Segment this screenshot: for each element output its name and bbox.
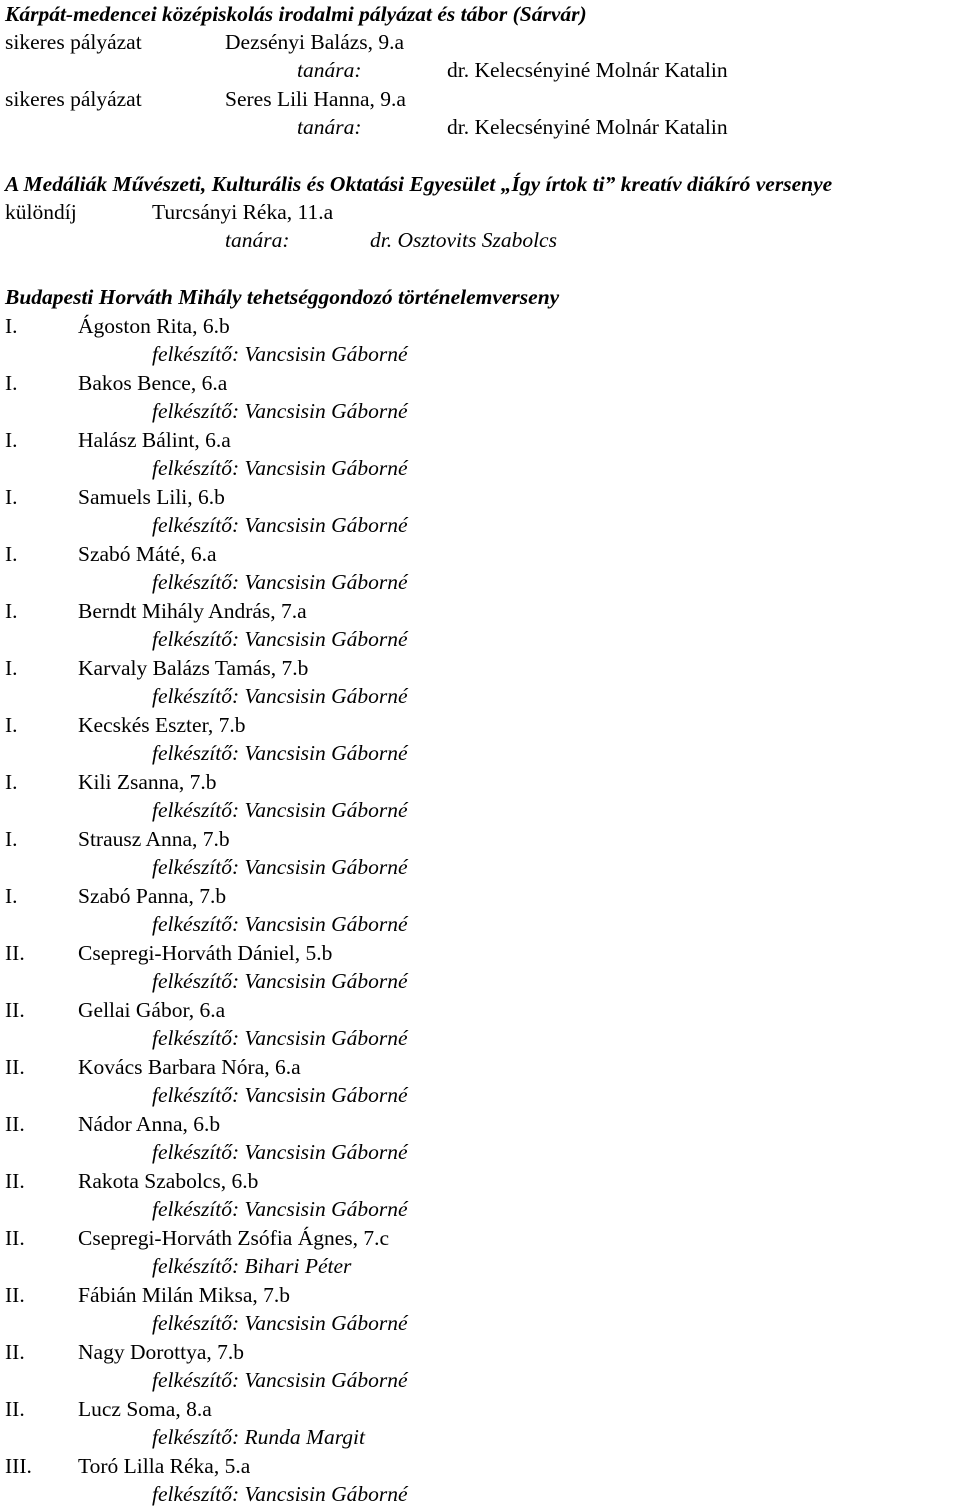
rank-label: I. <box>5 827 18 851</box>
list-item <box>0 768 960 825</box>
student-name: Szabó Máté, 6.a <box>78 542 217 566</box>
list-item <box>0 1167 960 1224</box>
rank-label: II. <box>5 1283 25 1307</box>
rank-label: I. <box>5 428 18 452</box>
rank-label: II. <box>5 941 25 965</box>
teacher-name: felkészítő: Vancsisin Gáborné <box>152 798 408 822</box>
rank-label: II. <box>5 998 25 1022</box>
list-item <box>0 369 960 426</box>
results-list <box>0 312 960 1509</box>
student-name: Karvaly Balázs Tamás, 7.b <box>78 656 309 680</box>
teacher-name: felkészítő: Runda Margit <box>152 1425 365 1449</box>
teacher-name: felkészítő: Vancsisin Gáborné <box>152 342 408 366</box>
list-item <box>0 711 960 768</box>
teacher-name: felkészítő: Vancsisin Gáborné <box>152 741 408 765</box>
list-item <box>0 1110 960 1167</box>
teacher-name: felkészítő: Vancsisin Gáborné <box>152 1368 408 1392</box>
teacher-name: felkészítő: Vancsisin Gáborné <box>152 969 408 993</box>
teacher-name: felkészítő: Bihari Péter <box>152 1254 352 1278</box>
teacher-name: felkészítő: Vancsisin Gáborné <box>152 399 408 423</box>
teacher-name: felkészítő: Vancsisin Gáborné <box>152 855 408 879</box>
rank-label: I. <box>5 656 18 680</box>
student-name: Kovács Barbara Nóra, 6.a <box>78 1055 301 1079</box>
teacher-label: tanára: <box>297 58 362 82</box>
teacher-name: felkészítő: Vancsisin Gáborné <box>152 684 408 708</box>
student-name: Csepregi-Horváth Dániel, 5.b <box>78 941 333 965</box>
list-item <box>0 825 960 882</box>
rank-label: III. <box>5 1454 32 1478</box>
section-title-medaliak: A Medáliák Művészeti, Kulturális és Oktatási Egyesület „Így írtok ti” kreatív diákíró versenye <box>5 172 833 196</box>
teacher-name: felkészítő: Vancsisin Gáborné <box>152 513 408 537</box>
rank-label: II. <box>5 1397 25 1421</box>
student-name: Bakos Bence, 6.a <box>78 371 228 395</box>
teacher-name: dr. Kelecsényiné Molnár Katalin <box>447 58 728 82</box>
teacher-name: felkészítő: Vancsisin Gáborné <box>152 1140 408 1164</box>
list-item <box>0 597 960 654</box>
list-item <box>0 939 960 996</box>
rank-label: I. <box>5 770 18 794</box>
rank-label: I. <box>5 371 18 395</box>
award-label: sikeres pályázat <box>5 30 142 54</box>
rank-label: I. <box>5 599 18 623</box>
rank-label: II. <box>5 1112 25 1136</box>
list-item <box>0 882 960 939</box>
rank-label: II. <box>5 1169 25 1193</box>
list-item <box>0 654 960 711</box>
student-name: Seres Lili Hanna, 9.a <box>225 87 406 111</box>
list-item <box>0 483 960 540</box>
student-name: Ágoston Rita, 6.b <box>78 314 230 338</box>
student-name: Kecskés Eszter, 7.b <box>78 713 246 737</box>
student-name: Szabó Panna, 7.b <box>78 884 227 908</box>
list-item <box>0 312 960 369</box>
section-title-horvath-mihaly: Budapesti Horváth Mihály tehetséggondozó történelemverseny <box>5 285 560 309</box>
rank-label: II. <box>5 1055 25 1079</box>
rank-label: I. <box>5 542 18 566</box>
student-name: Nádor Anna, 6.b <box>78 1112 221 1136</box>
teacher-name: felkészítő: Vancsisin Gáborné <box>152 912 408 936</box>
student-name: Strausz Anna, 7.b <box>78 827 230 851</box>
student-name: Turcsányi Réka, 11.a <box>152 200 334 224</box>
student-name: Kili Zsanna, 7.b <box>78 770 217 794</box>
teacher-label: tanára: <box>297 115 362 139</box>
teacher-label: tanára: <box>225 228 290 252</box>
teacher-name: dr. Kelecsényiné Molnár Katalin <box>447 115 728 139</box>
student-name: Samuels Lili, 6.b <box>78 485 225 509</box>
student-name: Halász Bálint, 6.a <box>78 428 231 452</box>
list-item <box>0 1395 960 1452</box>
teacher-name: felkészítő: Vancsisin Gáborné <box>152 627 408 651</box>
list-item <box>0 426 960 483</box>
student-name: Csepregi-Horváth Zsófia Ágnes, 7.c <box>78 1226 390 1250</box>
list-item <box>0 1452 960 1509</box>
section-title-sarvar: Kárpát-medencei középiskolás irodalmi pályázat és tábor (Sárvár) <box>5 2 587 26</box>
student-name: Rakota Szabolcs, 6.b <box>78 1169 259 1193</box>
list-item <box>0 540 960 597</box>
rank-label: II. <box>5 1226 25 1250</box>
teacher-name: felkészítő: Vancsisin Gáborné <box>152 570 408 594</box>
list-item <box>0 1053 960 1110</box>
rank-label: I. <box>5 884 18 908</box>
teacher-name: felkészítő: Vancsisin Gáborné <box>152 1197 408 1221</box>
award-label: különdíj <box>5 200 77 224</box>
student-name: Berndt Mihály András, 7.a <box>78 599 307 623</box>
list-item <box>0 1224 960 1281</box>
teacher-name: felkészítő: Vancsisin Gáborné <box>152 456 408 480</box>
student-name: Dezsényi Balázs, 9.a <box>225 30 405 54</box>
rank-label: I. <box>5 485 18 509</box>
student-name: Toró Lilla Réka, 5.a <box>78 1454 251 1478</box>
student-name: Nagy Dorottya, 7.b <box>78 1340 244 1364</box>
student-name: Gellai Gábor, 6.a <box>78 998 226 1022</box>
rank-label: I. <box>5 314 18 338</box>
rank-label: II. <box>5 1340 25 1364</box>
student-name: Lucz Soma, 8.a <box>78 1397 212 1421</box>
teacher-name: felkészítő: Vancsisin Gáborné <box>152 1026 408 1050</box>
list-item <box>0 996 960 1053</box>
teacher-name: dr. Osztovits Szabolcs <box>370 228 557 252</box>
student-name: Fábián Milán Miksa, 7.b <box>78 1283 290 1307</box>
rank-label: I. <box>5 713 18 737</box>
list-item <box>0 1338 960 1395</box>
teacher-name: felkészítő: Vancsisin Gáborné <box>152 1083 408 1107</box>
teacher-name: felkészítő: Vancsisin Gáborné <box>152 1482 408 1506</box>
list-item <box>0 1281 960 1338</box>
award-label: sikeres pályázat <box>5 87 142 111</box>
teacher-name: felkészítő: Vancsisin Gáborné <box>152 1311 408 1335</box>
